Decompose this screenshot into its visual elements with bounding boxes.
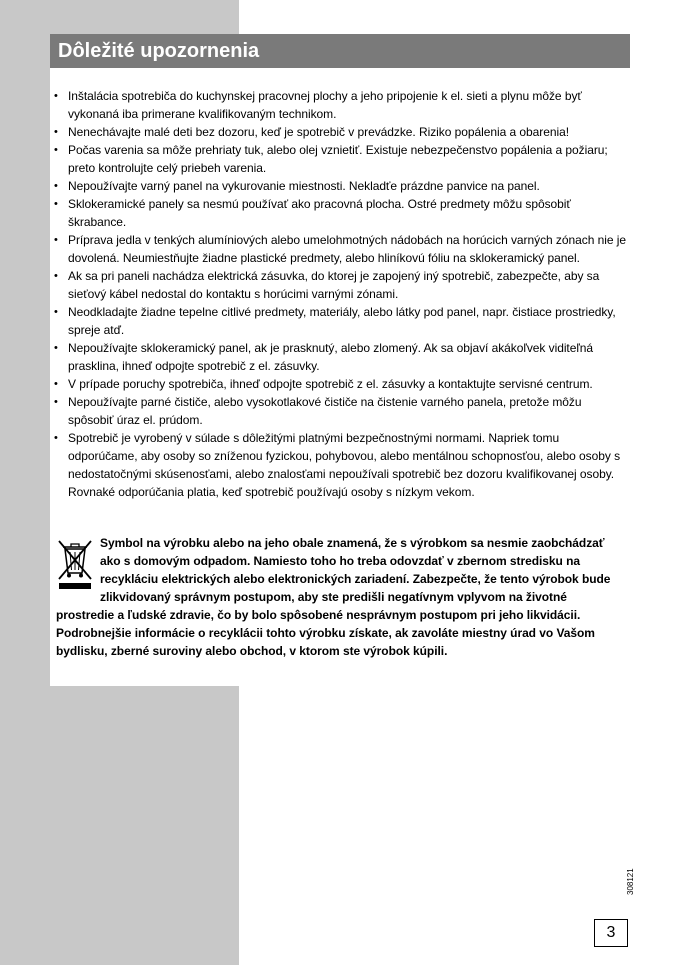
list-item: • Nepoužívajte parné čističe, alebo vysokotlakové čističe na čistenie varného panela, pretože môžu spôsobiť úraz el. prúdom. xyxy=(54,393,630,429)
page-number: 3 xyxy=(594,919,628,947)
recycling-text: Symbol na výrobku alebo na jeho obale znamená, že s výrobkom sa nesmie zaobchádzať ako s domovým odpadom. Namiesto toho ho treba odovzdať v zbernom stredisku na recykláciu elektrických alebo elektronických zariadení. Zabezpečte, že tento výrobok bude zlikvidovaný správnym postupom, aby ste predišli negatívnym vplyvom na životné prostredie a ľudské zdravie, čo by bolo spôsobené nesprávnym postupom pri jeho likvidácii. Podrobnejšie informácie o recyklácii tohto výrobku získate, ak zavoláte miestny úrad vo Vašom bydlisku, zberné suroviny alebo obchod, v ktorom ste výrobok kúpili. xyxy=(56,536,611,658)
list-item: • Nepoužívajte sklokeramický panel, ak je prasknutý, alebo zlomený. Ak sa objaví akákoľvek viditeľná prasklina, ihneď odpojte spotrebič z el. zásuvky. xyxy=(54,339,630,375)
document-number: 308121 xyxy=(626,868,635,895)
list-item: • Inštalácia spotrebiča do kuchynskej pracovnej plochy a jeho pripojenie k el. sieti a plynu môže byť vykonaná iba primerane kvalifikovaným technikom. xyxy=(54,87,630,123)
recycling-notice xyxy=(56,534,628,660)
list-item: • Sklokeramické panely sa nesmú používať ako pracovná plocha. Ostré predmety môžu spôsobiť škrabance. xyxy=(54,195,630,231)
list-item: • V prípade poruchy spotrebiča, ihneď odpojte spotrebič z el. zásuvky a kontaktujte servisné centrum. xyxy=(54,375,630,393)
warning-list xyxy=(54,87,630,501)
list-item: • Príprava jedla v tenkých alumíniových alebo umelohmotných nádobách na horúcich varných zónach nie je dovolená. Neumiestňujte žiadne plastické predmety, alebo hliníkovú fóliu na sklokeramický panel. xyxy=(54,231,630,267)
list-item: • Nepoužívajte varný panel na vykurovanie miestnosti. Nekladťe prázdne panvice na panel. xyxy=(54,177,630,195)
page-title: Dôležité upozornenia xyxy=(58,40,260,62)
warnings-section xyxy=(50,34,630,686)
weee-crossed-bin-icon xyxy=(56,537,94,591)
list-item: • Ak sa pri paneli nachádza elektrická zásuvka, do ktorej je zapojený iný spotrebič, zabezpečte, aby sa sieťový kábel nedostal do kontaktu s horúcimi varnými zónami. xyxy=(54,267,630,303)
title-bar xyxy=(50,34,630,68)
list-item: • Neodkladajte žiadne tepelne citlivé predmety, materiály, alebo látky pod panel, napr. čistiace prostriedky, spreje atď. xyxy=(54,303,630,339)
list-item: • Nenechávajte malé deti bez dozoru, keď je spotrebič v prevádzke. Riziko popálenia a obarenia! xyxy=(54,123,630,141)
list-item: • Počas varenia sa môže prehriaty tuk, alebo olej vznietiť. Existuje nebezpečenstvo popálenia a požiaru; preto kontrolujte celý priebeh varenia. xyxy=(54,141,630,177)
list-item: • Spotrebič je vyrobený v súlade s dôležitými platnými bezpečnostnými normami. Napriek tomu odporúčame, aby osoby so zníženou fyzickou, pohybovou, alebo mentálnou schopnosťou, alebo osoby s nedostatočnými skúsenosťami, alebo znalosťami nepoužívali spotrebič bez dozoru kvalifikovanej osoby. Rovnaké odporúčania platia, keď spotrebič používajú osoby s nízkym vekom. xyxy=(54,429,630,501)
